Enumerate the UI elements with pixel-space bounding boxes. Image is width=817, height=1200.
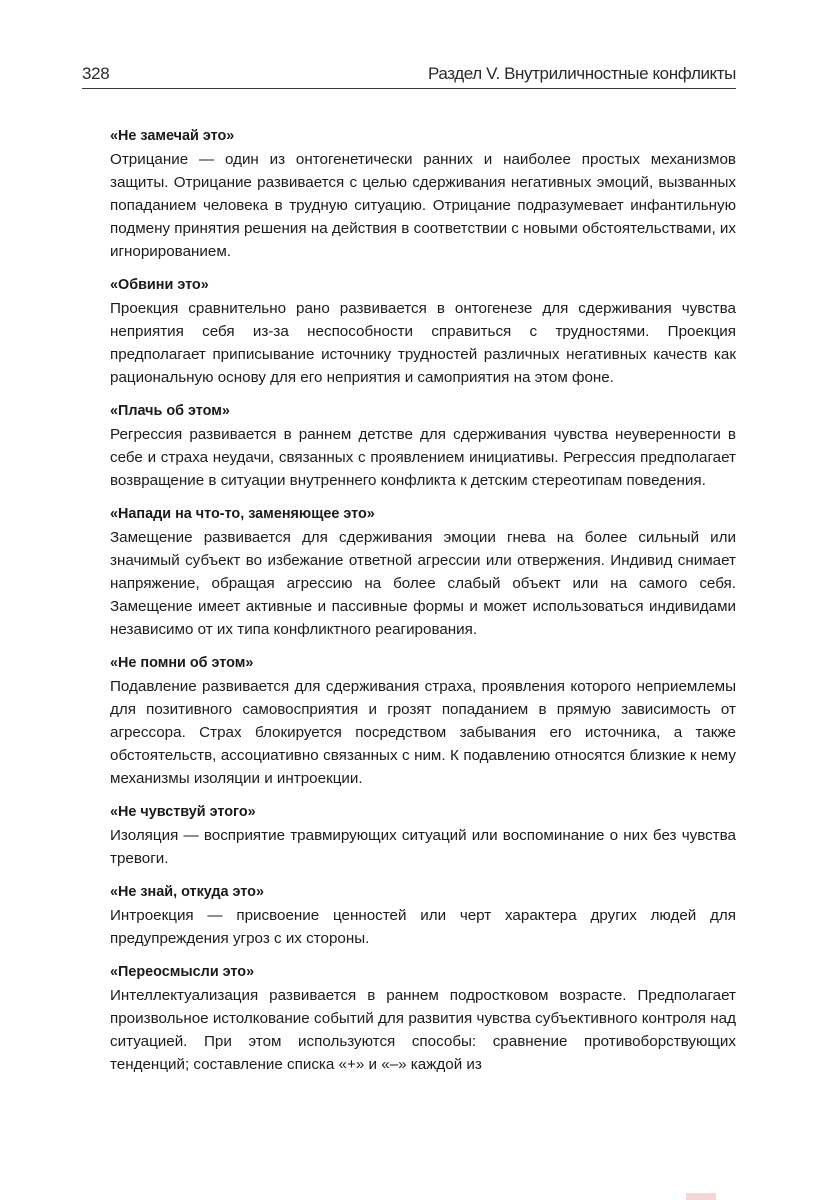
section-isolation bbox=[110, 801, 736, 870]
section-heading: «Обвини это» bbox=[110, 277, 209, 293]
section-body: Отрицание — один из онтогенетически ранних и наиболее простых механизмов защиты. Отрицание развивается с целью сдерживания негативных эмоций, вызванных попаданием человека в трудную ситуацию. Отрицание подразумевает инфантильную подмену принятия решения на действия в соответствии с новыми обстоятельствами, их игнорированием. bbox=[110, 151, 736, 260]
page-number: 328 bbox=[82, 64, 110, 83]
corner-bookmark-mark bbox=[686, 1193, 716, 1200]
section-projection bbox=[110, 274, 736, 389]
section-intellectualization bbox=[110, 961, 736, 1076]
section-regression bbox=[110, 400, 736, 492]
section-body: Интроекция — присвоение ценностей или черт характера других людей для предупреждения угроз с их стороны. bbox=[110, 907, 736, 947]
running-title: Раздел V. Внутриличностные конфликты bbox=[427, 64, 736, 83]
section-body: Изоляция — восприятие травмирующих ситуаций или воспоминание о них без чувства тревоги. bbox=[110, 827, 736, 867]
section-displacement bbox=[110, 503, 736, 641]
page-content bbox=[110, 125, 736, 1087]
section-repression bbox=[110, 652, 736, 790]
section-body: Подавление развивается для сдерживания страха, проявления которого неприемлемы для позитивного самовосприятия и грозят попаданием в прямую зависимость от агрессора. Страх блокируется посредством забывания его источника, а также обстоятельств, ассоциативно связанных с ним. К подавлению относятся близкие к нему механизмы изоляции и интроекции. bbox=[110, 678, 736, 787]
section-heading: «Не помни об этом» bbox=[110, 655, 254, 671]
section-heading: «Переосмысли это» bbox=[110, 964, 255, 980]
section-heading: «Не знай, откуда это» bbox=[110, 884, 264, 900]
section-heading: «Не замечай это» bbox=[110, 128, 235, 144]
section-body: Интеллектуализация развивается в раннем подростковом возрасте. Предполагает произвольное истолкование событий для развития чувства субъективного контроля над ситуацией. При этом используются способы: сравнение противоборствующих тенденций; составление списка «+» и «–» каждой из bbox=[110, 987, 736, 1073]
section-body: Замещение развивается для сдерживания эмоции гнева на более сильный или значимый субъект во избежание ответной агрессии или отвержения. Индивид снимает напряжение, обращая агрессию на более слабый объект или на самого себя. Замещение имеет активные и пассивные формы и может использоваться индивидами независимо от их типа конфликтного реагирования. bbox=[110, 529, 736, 638]
section-body: Регрессия развивается в раннем детстве для сдерживания чувства неуверенности в себе и страха неудачи, связанных с проявлением инициативы. Регрессия предполагает возвращение в ситуации внутреннего конфликта к детским стереотипам поведения. bbox=[110, 426, 736, 489]
section-heading: «Не чувствуй этого» bbox=[110, 804, 256, 820]
running-header bbox=[82, 64, 736, 89]
section-heading: «Плачь об этом» bbox=[110, 403, 230, 419]
section-denial bbox=[110, 125, 736, 263]
section-heading: «Напади на что-то, заменяющее это» bbox=[110, 506, 375, 522]
section-introjection bbox=[110, 881, 736, 950]
section-body: Проекция сравнительно рано развивается в онтогенезе для сдерживания чувства неприятия себя из-за неспособности справиться с трудностями. Проекция предполагает приписывание источнику трудностей различных негативных качеств как рациональную основу для его неприятия и самоприятия на этом фоне. bbox=[110, 300, 736, 386]
